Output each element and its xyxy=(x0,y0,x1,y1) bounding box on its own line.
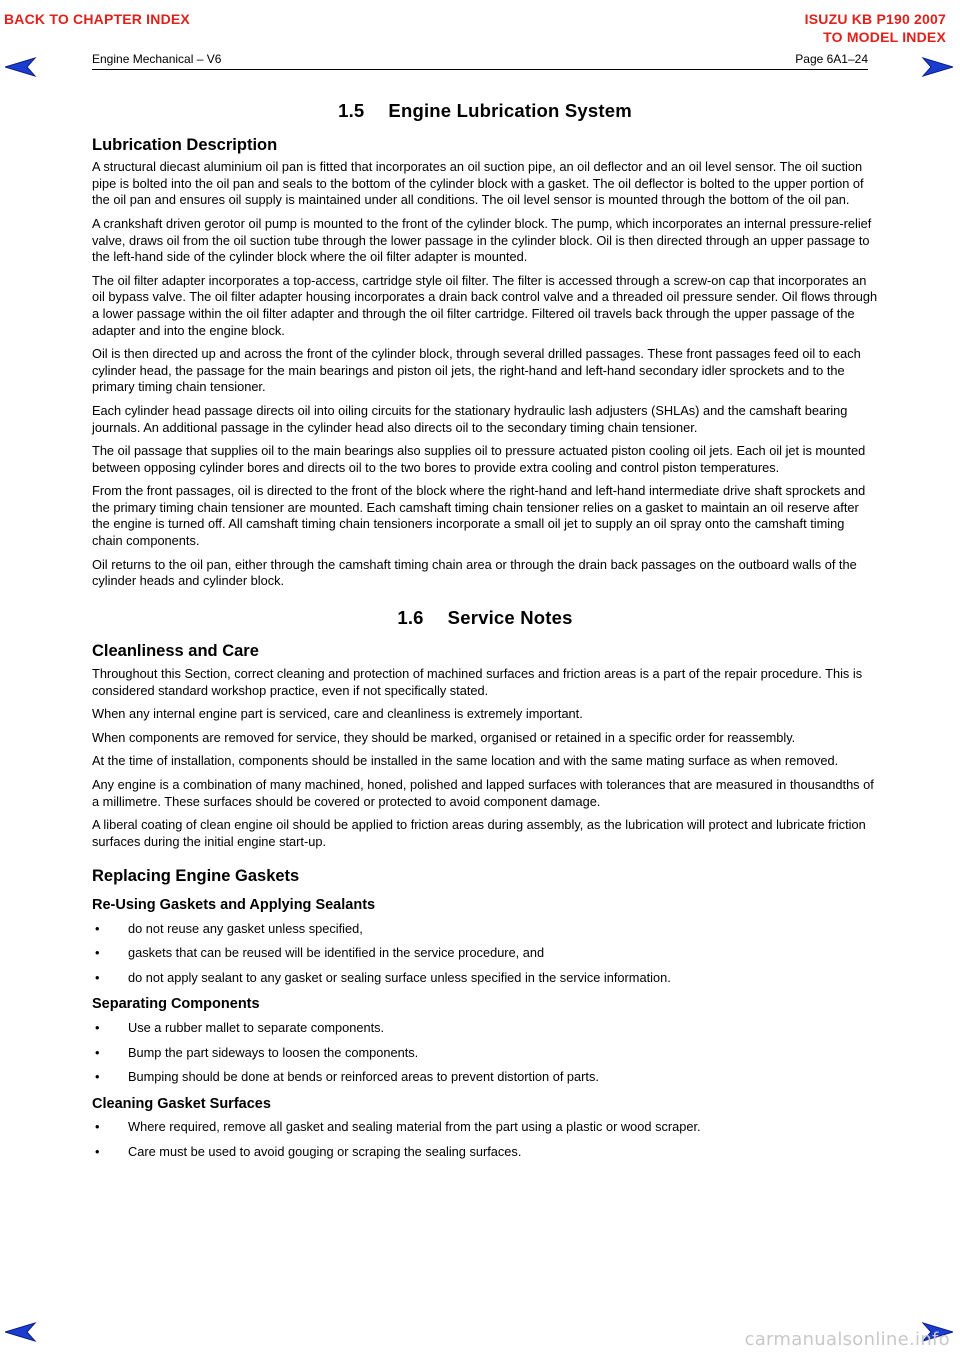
subheading-cleaning-gasket-surfaces: Cleaning Gasket Surfaces xyxy=(92,1095,271,1112)
bullet-list-reusing xyxy=(92,921,878,987)
prev-page-arrow-icon[interactable] xyxy=(5,57,37,77)
paragraph: A liberal coating of clean engine oil should be applied to friction areas during assembly, as the lubrication will protect and lubricate friction surfaces during the initial engine start-up. xyxy=(92,817,866,849)
paragraph: When any internal engine part is serviced, care and cleanliness is extremely important. xyxy=(92,706,583,722)
subheading-lubrication-description: Lubrication Description xyxy=(92,135,278,154)
section-number: 1.5 xyxy=(338,100,365,121)
header-page-number: Page 6A1–24 xyxy=(795,52,868,66)
section-number: 1.6 xyxy=(397,606,424,628)
paragraph: When components are removed for service, they should be marked, organised or retained in a specific order for reassembly. xyxy=(92,729,796,745)
subheading-reusing-gaskets: Re-Using Gaskets and Applying Sealants xyxy=(92,896,376,913)
paragraph: Oil is then directed up and across the front of the cylinder block, through several drilled passages. These front passages feed oil to each cylinder head, the passage for the main bearings and piston oil jets, the right-hand and left-hand secondary idler sprockets and to the primary timing chain tensioner. xyxy=(92,346,861,395)
list-item: • gaskets that can be reused will be identified in the service procedure, and xyxy=(92,945,878,962)
section-title: Engine Lubrication System xyxy=(388,100,632,121)
next-page-arrow-icon[interactable] xyxy=(921,57,953,77)
section-title: Service Notes xyxy=(447,606,573,628)
subheading-separating-components: Separating Components xyxy=(92,996,260,1013)
to-model-index-link[interactable]: TO MODEL INDEX xyxy=(823,29,946,45)
bullet-list-cleaning xyxy=(92,1119,878,1160)
prev-page-bottom-arrow-icon[interactable] xyxy=(5,1322,37,1342)
list-item: • Bump the part sideways to loosen the components. xyxy=(92,1045,878,1062)
running-header xyxy=(92,52,868,70)
list-item: • do not apply sealant to any gasket or sealing surface unless specified in the service information. xyxy=(92,970,878,987)
paragraph: The oil passage that supplies oil to the main bearings also supplies oil to pressure actuated piston cooling oil jets. Each oil jet is mounted between opposing cylinder bores and directs oil to the two bores to provide extra cooling and control piston temperatures. xyxy=(92,443,866,475)
watermark: carmanualsonline.info xyxy=(744,1329,950,1350)
list-item: • Use a rubber mallet to separate components. xyxy=(92,1020,878,1037)
paragraph: A structural diecast aluminium oil pan is fitted that incorporates an oil suction pipe, an oil deflector and an oil level sensor. The oil suction pipe is bolted into the oil pan and seals to the bottom of the cylinder block with a gasket. The oil deflector is bolted to the upper portion of the oil pan and ensures oil supply is maintained under all conditions. The oil level sensor is mounted through the bottom of the oil pan. xyxy=(92,159,864,208)
model-title: ISUZU KB P190 2007 xyxy=(804,11,946,27)
paragraph: Throughout this Section, correct cleaning and protection of machined surfaces and friction areas is a part of the repair procedure. This is considered standard workshop practice, even if not specifically stated. xyxy=(92,666,863,698)
paragraph: A crankshaft driven gerotor oil pump is mounted to the front of the cylinder block. The pump, which incorporates an internal pressure-relief valve, draws oil from the oil suction tube through the lower passage in the cylinder block. Oil is then directed through an upper passage to the left-hand side of the cylinder block where the oil filter adapter is mounted. xyxy=(92,215,872,265)
list-item: • do not reuse any gasket unless specified, xyxy=(92,921,878,938)
section-heading-lubrication xyxy=(92,100,878,121)
page-content xyxy=(92,100,878,1171)
paragraph: Any engine is a combination of many machined, honed, polished and lapped surfaces with tolerances that are measured in thousandths of a millimetre. These surfaces should be covered or protected to avoid component damage. xyxy=(92,777,874,809)
list-item: • Where required, remove all gasket and sealing material from the part using a plastic or wood scraper. xyxy=(92,1119,878,1136)
section-heading-service-notes xyxy=(92,606,878,628)
bullet-list-separating xyxy=(92,1020,878,1086)
header-chapter: Engine Mechanical – V6 xyxy=(92,52,222,66)
back-to-chapter-index-link[interactable]: BACK TO CHAPTER INDEX xyxy=(4,11,190,27)
paragraph: At the time of installation, components should be installed in the same location and with the same mating surface as when removed. xyxy=(92,753,839,769)
list-item: • Care must be used to avoid gouging or scraping the sealing surfaces. xyxy=(92,1144,878,1161)
paragraph: The oil filter adapter incorporates a top-access, cartridge style oil filter. The filter is accessed through a screw-on cap that incorporates an oil bypass valve. The oil filter adapter housing incorporates a drain back control valve and a threaded oil pressure sender. Oil flows through a lower passage within the oil filter adapter and through the oil filter cartridge. Filtered oil travels back through the upper passage of the adapter and into the engine block. xyxy=(92,272,878,338)
paragraph: Oil returns to the oil pan, either through the camshaft timing chain area or through the drain back passages on the outboard walls of the cylinder heads and cylinder block. xyxy=(92,556,857,589)
subheading-cleanliness: Cleanliness and Care xyxy=(92,642,259,661)
subheading-replacing-gaskets: Replacing Engine Gaskets xyxy=(92,867,300,886)
paragraph: From the front passages, oil is directed to the front of the block where the right-hand and left-hand intermediate drive shaft sprockets and the primary timing chain tensioner are mounted. Each camshaft timing chain tensioner relies on a gasket to maintain an oil reserve after the engine is turned off. All camshaft timing chain tensioners incorporate a small oil jet to supply an oil spray onto the camshaft timing chain components. xyxy=(92,483,866,549)
paragraph: Each cylinder head passage directs oil into oiling circuits for the stationary hydraulic lash adjusters (SHLAs) and the camshaft bearing journals. An additional passage in the cylinder head also directs oil to the secondary timing chain tensioner. xyxy=(92,402,848,435)
list-item: • Bumping should be done at bends or reinforced areas to prevent distortion of parts. xyxy=(92,1069,878,1086)
